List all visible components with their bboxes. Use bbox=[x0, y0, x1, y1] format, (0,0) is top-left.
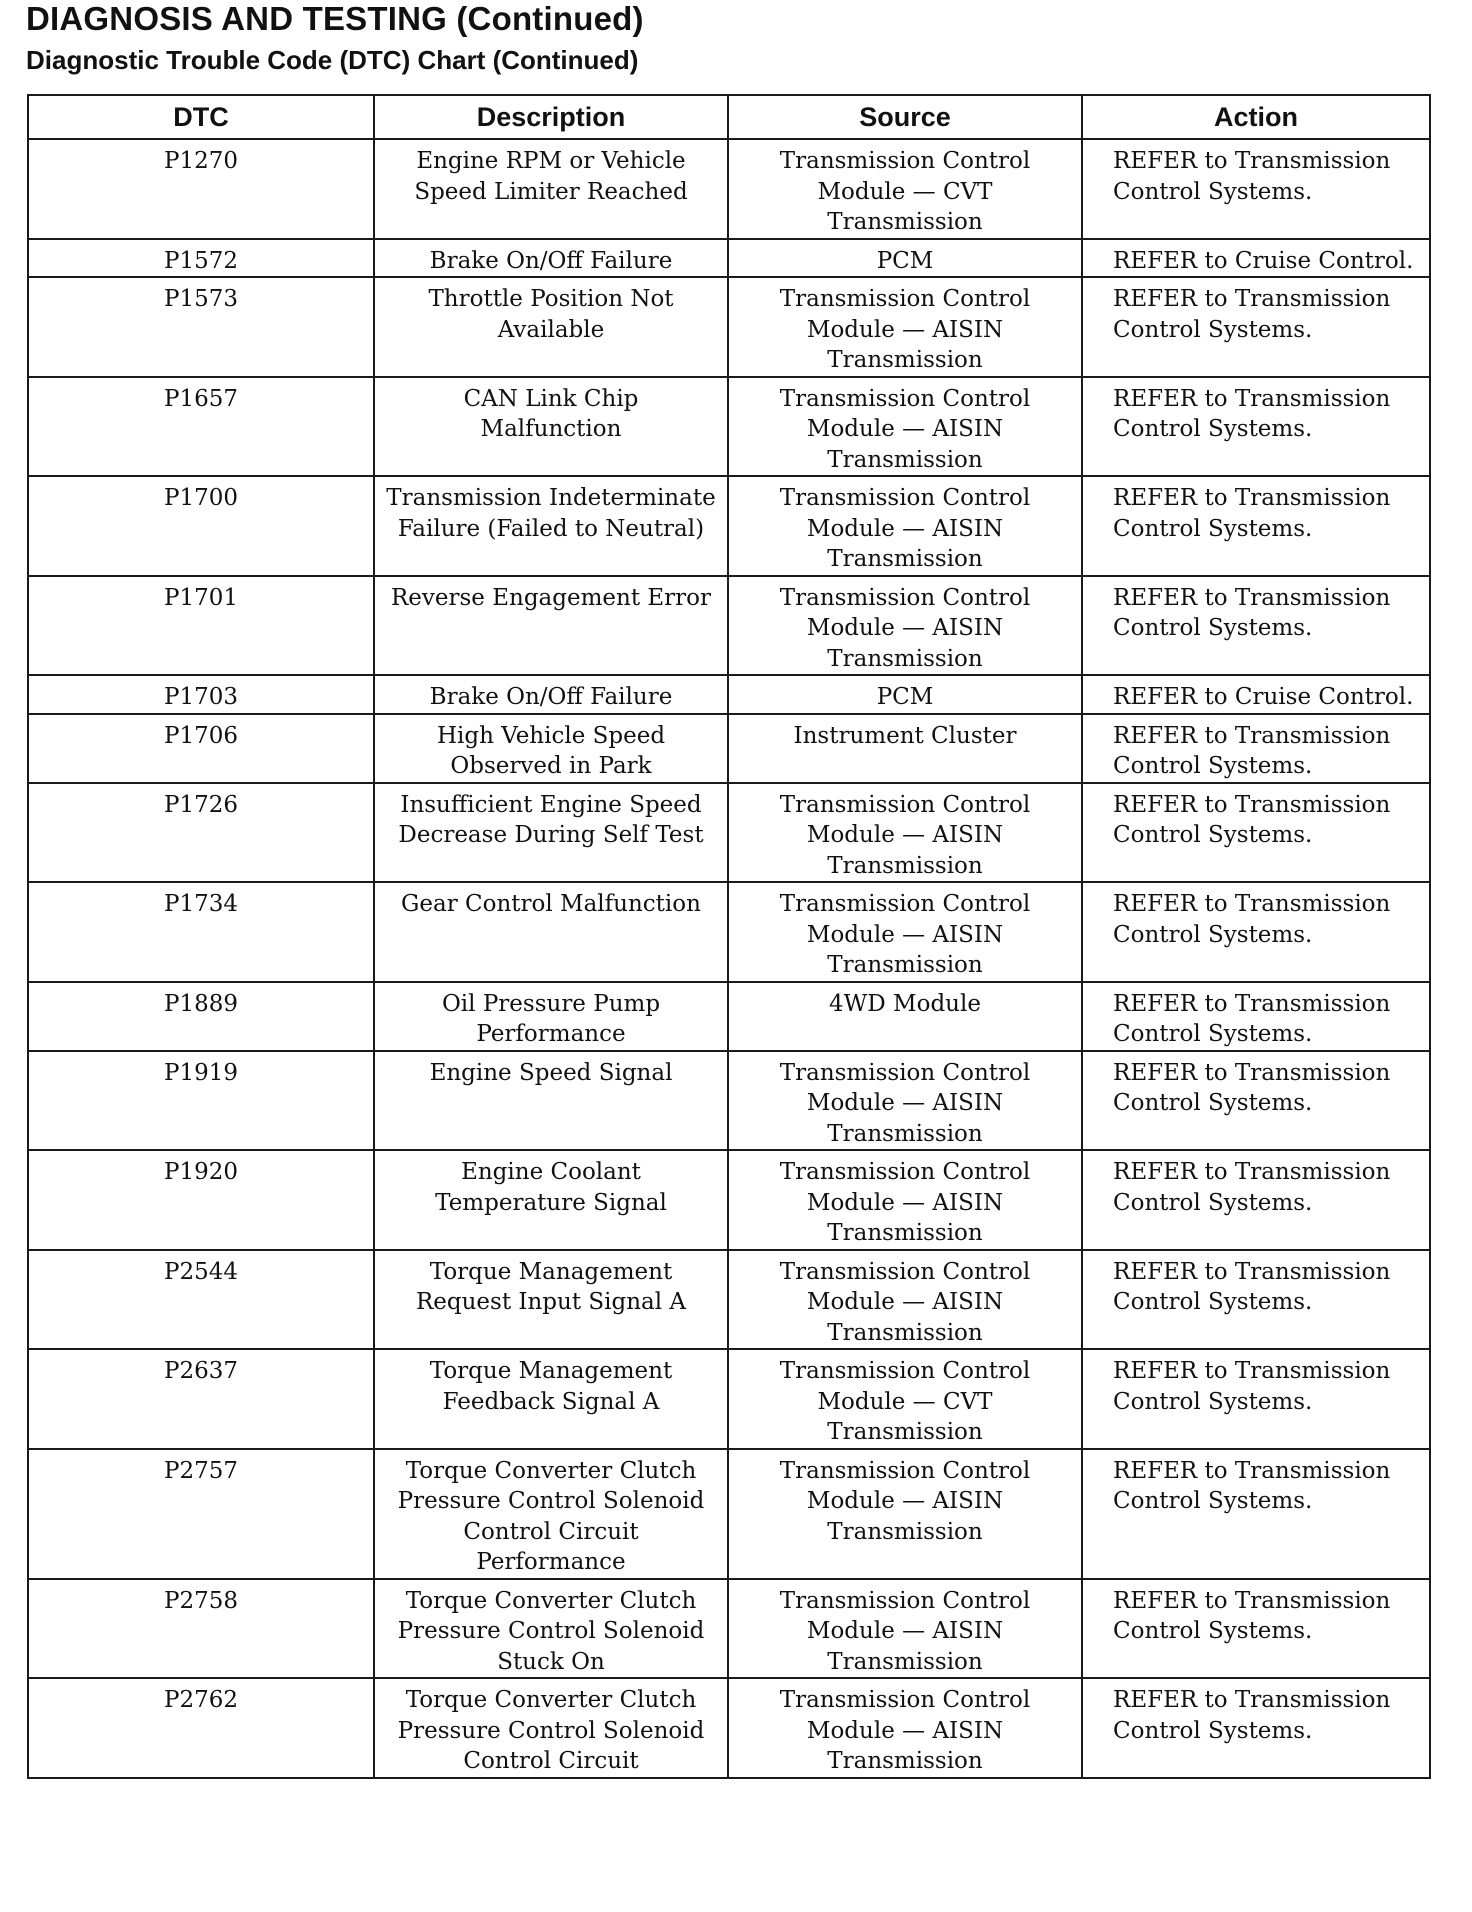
action-cell bbox=[1082, 1449, 1430, 1579]
dtc-code-cell-text: P2637 bbox=[163, 1358, 238, 1384]
source-cell bbox=[728, 1579, 1082, 1679]
description-cell-text: Engine RPM or Vehicle Speed Limiter Reached bbox=[414, 148, 688, 205]
dtc-code-cell bbox=[28, 1579, 374, 1679]
dtc-code-cell-text: P1657 bbox=[163, 385, 238, 412]
source-cell-text: Transmission Control Module — AISIN Transmission bbox=[779, 1159, 1031, 1246]
table-row bbox=[28, 882, 1430, 982]
action-cell bbox=[1082, 377, 1430, 477]
dtc-code-cell bbox=[28, 882, 374, 982]
dtc-code-cell-text: P1703 bbox=[163, 684, 238, 710]
source-cell-text: 4WD Module bbox=[829, 990, 981, 1017]
table-row bbox=[28, 675, 1430, 714]
description-cell bbox=[374, 714, 728, 783]
table-row bbox=[28, 377, 1430, 477]
dtc-code-cell bbox=[28, 377, 374, 477]
description-cell bbox=[374, 1678, 728, 1778]
header-row bbox=[28, 95, 1430, 139]
description-cell-text: Insufficient Engine Speed Decrease During Self Test bbox=[398, 791, 704, 848]
dtc-code-cell-text: P1700 bbox=[163, 485, 238, 511]
action-cell bbox=[1082, 1349, 1430, 1449]
action-cell-text: REFER to Transmission Control Systems. bbox=[1113, 385, 1391, 442]
table-row bbox=[28, 239, 1430, 278]
source-cell bbox=[728, 139, 1082, 239]
source-cell-text: Transmission Control Module — AISIN Transmission bbox=[779, 385, 1031, 473]
action-cell-text: REFER to Cruise Control. bbox=[1113, 247, 1414, 274]
source-cell-text: Transmission Control Module — AISIN Transmission bbox=[779, 1457, 1031, 1545]
source-cell bbox=[728, 1349, 1082, 1449]
action-cell bbox=[1082, 239, 1430, 278]
table-row bbox=[28, 714, 1430, 783]
dtc-code-cell-text: P2762 bbox=[163, 1687, 238, 1713]
source-cell bbox=[728, 576, 1082, 676]
dtc-code-cell bbox=[28, 1349, 374, 1449]
description-cell bbox=[374, 239, 728, 278]
source-cell-text: PCM bbox=[876, 247, 934, 274]
source-cell bbox=[728, 1449, 1082, 1579]
description-cell-text: Brake On/Off Failure bbox=[429, 247, 673, 274]
dtc-chart-table bbox=[27, 94, 1431, 1779]
source-cell bbox=[728, 714, 1082, 783]
description-cell-text: Engine Coolant Temperature Signal bbox=[435, 1159, 667, 1216]
source-cell-text: Transmission Control Module — AISIN Transmission bbox=[779, 891, 1031, 978]
description-cell-text: Torque Converter Clutch Pressure Control Solenoid Stuck On bbox=[397, 1587, 705, 1675]
description-cell bbox=[374, 277, 728, 377]
column-header-dtc: DTC bbox=[28, 95, 374, 139]
description-cell-text: Reverse Engagement Error bbox=[390, 584, 712, 611]
dtc-code-cell bbox=[28, 139, 374, 239]
column-header-source: Source bbox=[728, 95, 1082, 139]
table-row bbox=[28, 982, 1430, 1051]
source-cell bbox=[728, 277, 1082, 377]
action-cell bbox=[1082, 882, 1430, 982]
description-cell bbox=[374, 1349, 728, 1449]
dtc-code-cell-text: P2757 bbox=[163, 1457, 238, 1484]
description-cell bbox=[374, 139, 728, 239]
dtc-code-cell-text: P1706 bbox=[163, 722, 238, 749]
column-header-description: Description bbox=[374, 95, 728, 139]
action-cell-text: REFER to Transmission Control Systems. bbox=[1113, 1059, 1391, 1116]
source-cell bbox=[728, 982, 1082, 1051]
action-cell-text: REFER to Transmission Control Systems. bbox=[1113, 584, 1391, 641]
description-cell bbox=[374, 1250, 728, 1350]
dtc-code-cell bbox=[28, 1051, 374, 1151]
dtc-code-cell bbox=[28, 277, 374, 377]
table-row bbox=[28, 1150, 1430, 1250]
action-cell-text: REFER to Transmission Control Systems. bbox=[1113, 1687, 1391, 1744]
dtc-code-cell-text: P1270 bbox=[163, 148, 238, 174]
source-cell bbox=[728, 783, 1082, 883]
source-cell-text: Transmission Control Module — AISIN Transmission bbox=[779, 1258, 1031, 1346]
description-cell-text: Oil Pressure Pump Performance bbox=[441, 990, 661, 1047]
description-cell-text: Throttle Position Not Available bbox=[428, 286, 674, 343]
action-cell-text: REFER to Transmission Control Systems. bbox=[1113, 148, 1391, 205]
action-cell bbox=[1082, 1250, 1430, 1350]
action-cell bbox=[1082, 476, 1430, 576]
source-cell-text: Transmission Control Module — CVT Transmission bbox=[779, 148, 1031, 235]
action-cell-text: REFER to Transmission Control Systems. bbox=[1113, 286, 1391, 343]
action-cell bbox=[1082, 783, 1430, 883]
description-cell-text: Transmission Indeterminate Failure (Failed to Neutral) bbox=[386, 485, 716, 542]
dtc-code-cell bbox=[28, 476, 374, 576]
dtc-code-cell-text: P1701 bbox=[163, 584, 238, 611]
description-cell-text: Gear Control Malfunction bbox=[401, 891, 701, 917]
column-header-action: Action bbox=[1082, 95, 1430, 139]
description-cell-text: Torque Management Feedback Signal A bbox=[429, 1358, 673, 1415]
source-cell-text: Transmission Control Module — CVT Transmission bbox=[779, 1358, 1031, 1445]
dtc-code-cell bbox=[28, 783, 374, 883]
source-cell bbox=[728, 239, 1082, 278]
table-row bbox=[28, 1250, 1430, 1350]
description-cell bbox=[374, 476, 728, 576]
source-cell-text: Instrument Cluster bbox=[793, 722, 1017, 749]
description-cell-text: Engine Speed Signal bbox=[429, 1059, 673, 1086]
action-cell-text: REFER to Transmission Control Systems. bbox=[1113, 1358, 1391, 1415]
action-cell-text: REFER to Transmission Control Systems. bbox=[1113, 1587, 1391, 1644]
table-row bbox=[28, 277, 1430, 377]
dtc-code-cell-text: P1726 bbox=[163, 791, 238, 818]
table-row bbox=[28, 1051, 1430, 1151]
description-cell-text: Torque Converter Clutch Pressure Control Solenoid Control Circuit Performance bbox=[397, 1457, 705, 1575]
source-cell-text: Transmission Control Module — AISIN Transmission bbox=[779, 584, 1031, 672]
dtc-code-cell bbox=[28, 1150, 374, 1250]
source-cell bbox=[728, 882, 1082, 982]
source-cell bbox=[728, 1150, 1082, 1250]
dtc-code-cell-text: P1920 bbox=[163, 1159, 238, 1185]
source-cell-text: Transmission Control Module — AISIN Transmission bbox=[779, 1059, 1031, 1147]
description-cell bbox=[374, 1051, 728, 1151]
source-cell bbox=[728, 1051, 1082, 1151]
action-cell bbox=[1082, 714, 1430, 783]
page-subheading: Diagnostic Trouble Code (DTC) Chart (Continued) bbox=[26, 45, 639, 75]
table-row bbox=[28, 1449, 1430, 1579]
description-cell bbox=[374, 783, 728, 883]
dtc-code-cell bbox=[28, 982, 374, 1051]
action-cell-text: REFER to Cruise Control. bbox=[1113, 684, 1414, 710]
dtc-code-cell bbox=[28, 1250, 374, 1350]
description-cell bbox=[374, 377, 728, 477]
description-cell-text: Torque Management Request Input Signal A bbox=[415, 1258, 687, 1315]
source-cell bbox=[728, 377, 1082, 477]
table-row bbox=[28, 1579, 1430, 1679]
action-cell-text: REFER to Transmission Control Systems. bbox=[1113, 990, 1391, 1047]
action-cell-text: REFER to Transmission Control Systems. bbox=[1113, 791, 1391, 848]
description-cell bbox=[374, 576, 728, 676]
dtc-code-cell bbox=[28, 1678, 374, 1778]
source-cell bbox=[728, 476, 1082, 576]
table-row bbox=[28, 783, 1430, 883]
source-cell-text: Transmission Control Module — AISIN Transmission bbox=[779, 1587, 1031, 1675]
dtc-code-cell bbox=[28, 576, 374, 676]
dtc-code-cell-text: P1919 bbox=[163, 1059, 238, 1086]
action-cell bbox=[1082, 1150, 1430, 1250]
source-cell-text: Transmission Control Module — AISIN Transmission bbox=[779, 791, 1031, 879]
description-cell-text: High Vehicle Speed Observed in Park bbox=[436, 722, 666, 779]
dtc-code-cell bbox=[28, 1449, 374, 1579]
action-cell-text: REFER to Transmission Control Systems. bbox=[1113, 1159, 1391, 1216]
description-cell bbox=[374, 1449, 728, 1579]
action-cell bbox=[1082, 576, 1430, 676]
description-cell bbox=[374, 1150, 728, 1250]
dtc-code-cell-text: P1572 bbox=[163, 247, 238, 274]
description-cell bbox=[374, 982, 728, 1051]
action-cell bbox=[1082, 1678, 1430, 1778]
dtc-code-cell-text: P1734 bbox=[163, 891, 238, 917]
table-header bbox=[28, 95, 1430, 139]
table-row bbox=[28, 139, 1430, 239]
dtc-code-cell-text: P2758 bbox=[163, 1587, 238, 1614]
action-cell-text: REFER to Transmission Control Systems. bbox=[1113, 891, 1391, 948]
source-cell bbox=[728, 1678, 1082, 1778]
table-body bbox=[28, 139, 1430, 1778]
dtc-code-cell-text: P1889 bbox=[163, 990, 238, 1017]
dtc-code-cell bbox=[28, 239, 374, 278]
description-cell bbox=[374, 1579, 728, 1679]
action-cell bbox=[1082, 675, 1430, 714]
dtc-code-cell bbox=[28, 675, 374, 714]
description-cell-text: CAN Link Chip Malfunction bbox=[463, 385, 639, 442]
action-cell-text: REFER to Transmission Control Systems. bbox=[1113, 722, 1391, 779]
action-cell bbox=[1082, 139, 1430, 239]
table-row bbox=[28, 1678, 1430, 1778]
dtc-code-cell bbox=[28, 714, 374, 783]
source-cell-text: Transmission Control Module — AISIN Transmission bbox=[779, 485, 1031, 572]
table-row bbox=[28, 1349, 1430, 1449]
action-cell bbox=[1082, 1579, 1430, 1679]
table-row bbox=[28, 476, 1430, 576]
description-cell bbox=[374, 675, 728, 714]
action-cell bbox=[1082, 1051, 1430, 1151]
source-cell bbox=[728, 675, 1082, 714]
action-cell bbox=[1082, 982, 1430, 1051]
action-cell-text: REFER to Transmission Control Systems. bbox=[1113, 485, 1391, 542]
action-cell-text: REFER to Transmission Control Systems. bbox=[1113, 1258, 1391, 1315]
source-cell-text: Transmission Control Module — AISIN Transmission bbox=[779, 1687, 1031, 1774]
dtc-code-cell-text: P1573 bbox=[163, 286, 238, 312]
action-cell bbox=[1082, 277, 1430, 377]
action-cell-text: REFER to Transmission Control Systems. bbox=[1113, 1457, 1391, 1514]
dtc-code-cell-text: P2544 bbox=[163, 1258, 238, 1285]
source-cell-text: PCM bbox=[876, 684, 934, 710]
table-row bbox=[28, 576, 1430, 676]
page-heading: DIAGNOSIS AND TESTING (Continued) bbox=[26, 0, 644, 37]
source-cell bbox=[728, 1250, 1082, 1350]
source-cell-text: Transmission Control Module — AISIN Transmission bbox=[779, 286, 1031, 373]
description-cell-text: Torque Converter Clutch Pressure Control Solenoid Control Circuit bbox=[397, 1687, 705, 1774]
description-cell-text: Brake On/Off Failure bbox=[429, 684, 673, 710]
description-cell bbox=[374, 882, 728, 982]
